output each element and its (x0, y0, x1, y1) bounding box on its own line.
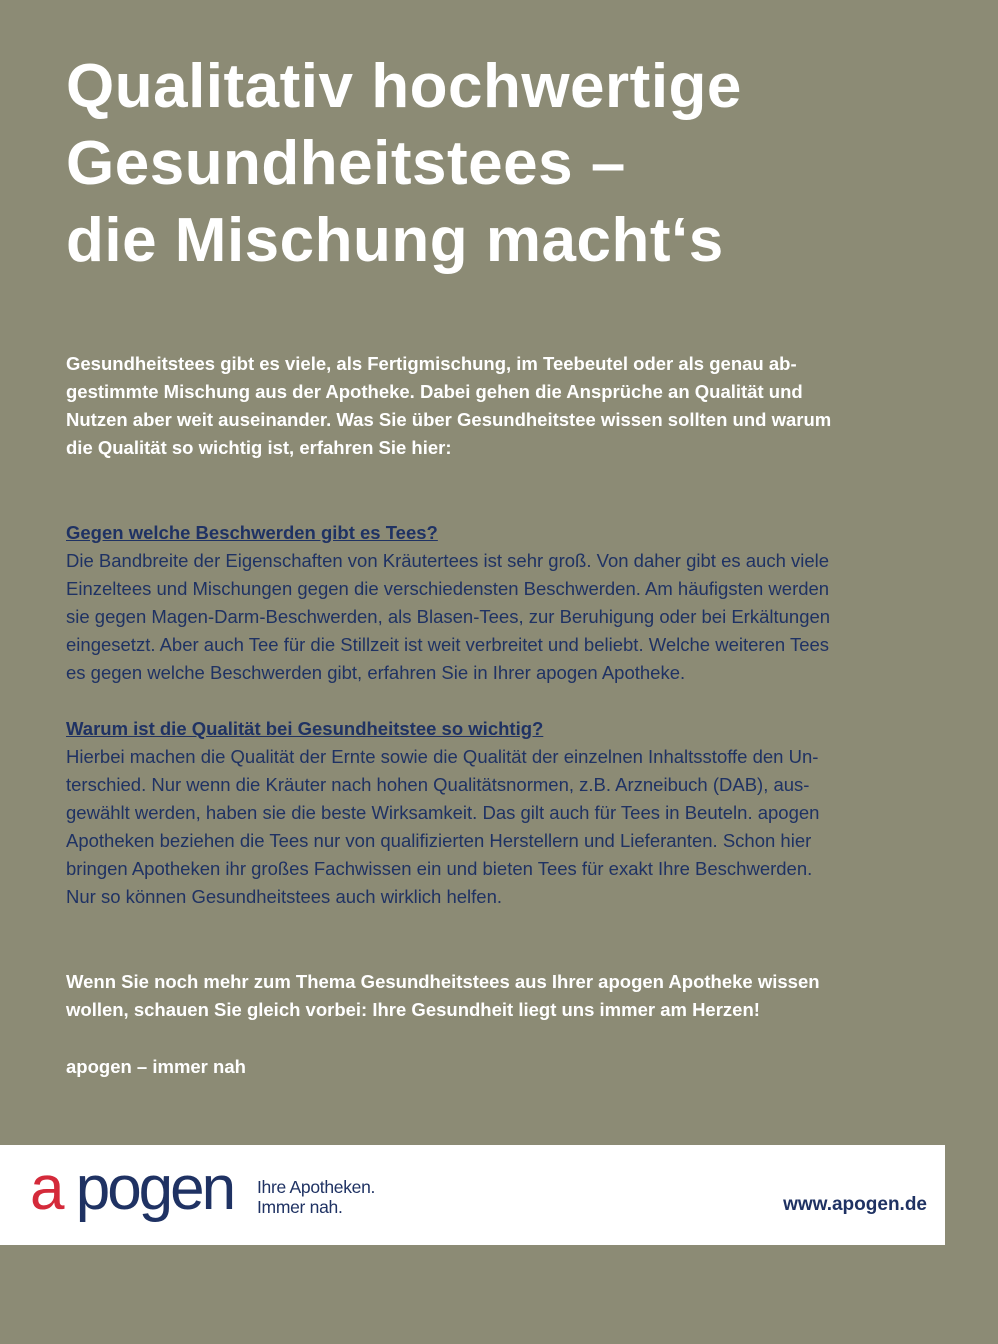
headline (66, 48, 946, 279)
intro-paragraph (66, 350, 946, 462)
footer-bar (0, 1145, 945, 1245)
slogan (257, 1177, 375, 1217)
section-quality (66, 715, 946, 911)
body-line: Apotheken beziehen die Tees nur von qualifizierten Herstellern und Lieferanten. Schon hier (66, 830, 812, 851)
section-complaints (66, 519, 946, 687)
headline-line: Gesundheitstees – (66, 129, 626, 198)
section-body (66, 547, 946, 687)
body-line: Die Bandbreite der Eigenschaften von Kräutertees ist sehr groß. Von daher gibt es auch viele (66, 550, 830, 571)
svg-text:a pogen (30, 1163, 233, 1223)
intro-line: Nutzen aber weit auseinander. Was Sie über Gesundheitstee wissen sollten und warum (66, 409, 832, 430)
slogan-line: Ihre Apotheken. (257, 1177, 376, 1197)
headline-line: die Mischung macht‘s (66, 206, 724, 275)
logo-letter-a: a (30, 1163, 62, 1223)
body-line: gewählt werden, haben sie die beste Wirksamkeit. Das gilt auch für Tees in Beuteln. apogen (66, 802, 820, 823)
section-heading: Gegen welche Beschwerden gibt es Tees? (66, 522, 438, 543)
slogan-line: Immer nah. (257, 1197, 343, 1217)
apogen-logo (30, 1163, 245, 1227)
intro-line: gestimmte Mischung aus der Apotheke. Dabei gehen die Ansprüche an Qualität und (66, 381, 803, 402)
body-line: sie gegen Magen-Darm-Beschwerden, als Blasen-Tees, zur Beruhigung oder bei Erkältungen (66, 606, 831, 627)
section-body (66, 743, 946, 911)
headline-line: Qualitativ hochwertige (66, 52, 742, 121)
body-line: eingesetzt. Aber auch Tee für die Stillzeit ist weit verbreitet und beliebt. Welche weiteren Tees (66, 634, 830, 655)
body-line: terschied. Nur wenn die Kräuter nach hohen Qualitätsnormen, z.B. Arzneibuch (DAB), aus- (66, 774, 810, 795)
logo-letters-rest: pogen (75, 1163, 234, 1223)
body-line: es gegen welche Beschwerden gibt, erfahren Sie in Ihrer apogen Apotheke. (66, 662, 686, 683)
outro-paragraph (66, 968, 946, 1024)
body-line: Nur so können Gesundheitstees auch wirklich helfen. (66, 886, 503, 907)
tagline: apogen – immer nah (66, 1056, 246, 1077)
intro-line: Gesundheitstees gibt es viele, als Fertigmischung, im Teebeutel oder als genau ab- (66, 353, 797, 374)
body-line: bringen Apotheken ihr großes Fachwissen ein und bieten Tees für exakt Ihre Beschwerden. (66, 858, 813, 879)
outro-line: Wenn Sie noch mehr zum Thema Gesundheitstees aus Ihrer apogen Apotheke wissen (66, 971, 820, 992)
section-heading: Warum ist die Qualität bei Gesundheitstee so wichtig? (66, 718, 544, 739)
intro-line: die Qualität so wichtig ist, erfahren Sie hier: (66, 437, 452, 458)
website-link[interactable]: www.apogen.de (783, 1194, 927, 1215)
outro-line: wollen, schauen Sie gleich vorbei: Ihre Gesundheit liegt uns immer am Herzen! (66, 999, 760, 1020)
body-line: Hierbei machen die Qualität der Ernte sowie die Qualität der einzelnen Inhaltsstoffe den Un- (66, 746, 819, 767)
body-line: Einzeltees und Mischungen gegen die verschiedensten Beschwerden. Am häufigsten werden (66, 578, 830, 599)
